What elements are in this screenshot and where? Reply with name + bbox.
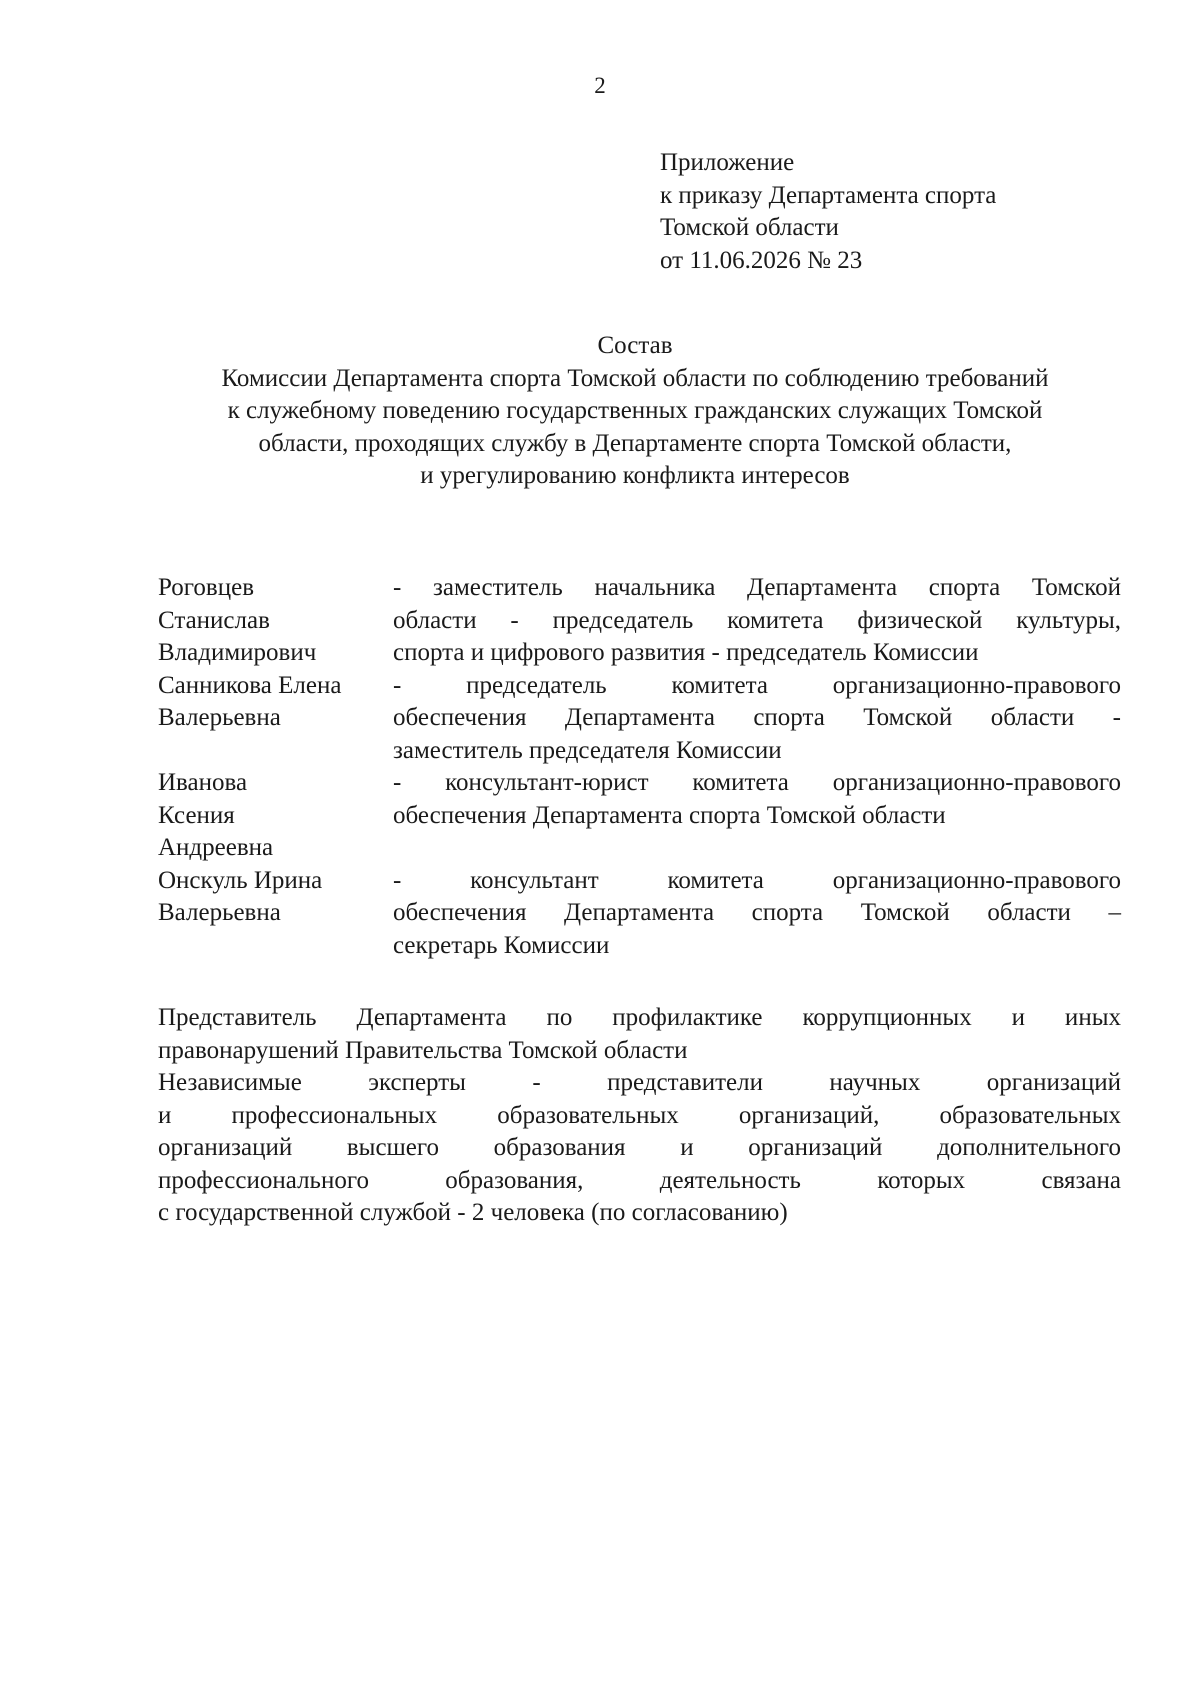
member-role-line: - председатель комитета организационно-правового: [393, 671, 1121, 699]
member-entry: [158, 767, 1121, 865]
members-list: [158, 572, 1121, 962]
page-number: 2: [594, 73, 606, 98]
member-role: [393, 865, 1121, 963]
member-name: [158, 767, 393, 865]
member-role: [393, 670, 1121, 768]
title-line: и урегулированию конфликта интересов: [420, 462, 850, 489]
member-name-line: Ксения: [158, 801, 235, 829]
paragraph-line: правонарушений Правительства Томской области: [158, 1036, 688, 1064]
member-name-line: Иванова: [158, 769, 248, 796]
member-name-line: Андреевна: [158, 834, 274, 861]
member-role-line: - консультант-юрист комитета организационно-правового: [393, 769, 1121, 796]
title-line: к служебному поведению государственных гражданских служащих Томской: [227, 397, 1043, 424]
document-title: [150, 330, 1120, 493]
member-role-line: области - председатель комитета физической культуры,: [393, 606, 1121, 634]
member-role: [393, 572, 1121, 670]
member-name-line: Валерьевна: [158, 704, 281, 731]
member-name-line: Санникова Елена: [158, 671, 342, 699]
member-role-line: заместитель председателя Комиссии: [393, 736, 782, 764]
member-name-line: Роговцев: [158, 574, 254, 601]
paragraph-line: профессионального образования, деятельность которых связана: [158, 1166, 1121, 1194]
member-role-line: спорта и цифрового развития - председатель Комиссии: [393, 639, 979, 666]
member-name-line: Владимирович: [158, 639, 317, 666]
member-role-line: - консультант комитета организационно-правового: [393, 866, 1121, 894]
member-role-line: секретарь Комиссии: [393, 931, 610, 959]
title-heading: Состав: [597, 332, 673, 359]
member-name: [158, 670, 393, 768]
member-name: [158, 865, 393, 963]
member-role-line: обеспечения Департамента спорта Томской области –: [393, 899, 1121, 926]
member-role-line: обеспечения Департамента спорта Томской области: [393, 801, 946, 829]
paragraph-line: Представитель Департамента по профилактике коррупционных и иных: [158, 1004, 1121, 1031]
member-entry: [158, 670, 1121, 768]
member-name-line: Валерьевна: [158, 899, 281, 926]
member-entry: [158, 572, 1121, 670]
member-name-line: Онскуль Ирина: [158, 866, 323, 894]
title-line: области, проходящих службу в Департаменте спорта Томской области,: [258, 429, 1012, 457]
member-name-line: Станислав: [158, 606, 270, 634]
member-role-line: - заместитель начальника Департамента спорта Томской: [393, 574, 1121, 601]
member-name: [158, 572, 393, 670]
member-entry: [158, 865, 1121, 963]
paragraph-line: Независимые эксперты - представители научных организаций: [158, 1069, 1121, 1096]
paragraph-line: и профессиональных образовательных организаций, образовательных: [158, 1101, 1121, 1129]
appendix-line: к приказу Департамента спорта: [660, 181, 997, 209]
appendix-line: от 11.06.2026 № 23: [660, 246, 863, 274]
appendix-line: Томской области: [660, 214, 839, 241]
paragraph-line: организаций высшего образования и организаций дополнительного: [158, 1134, 1121, 1161]
paragraph-line: с государственной службой - 2 человека (по согласованию): [158, 1199, 788, 1226]
appendix-line: Приложение: [660, 149, 795, 176]
additional-members: [158, 1002, 1121, 1230]
appendix-block: [660, 147, 1140, 277]
member-role: [393, 767, 1121, 865]
title-line: Комиссии Департамента спорта Томской области по соблюдению требований: [221, 364, 1049, 392]
member-role-line: обеспечения Департамента спорта Томской области -: [393, 704, 1121, 731]
